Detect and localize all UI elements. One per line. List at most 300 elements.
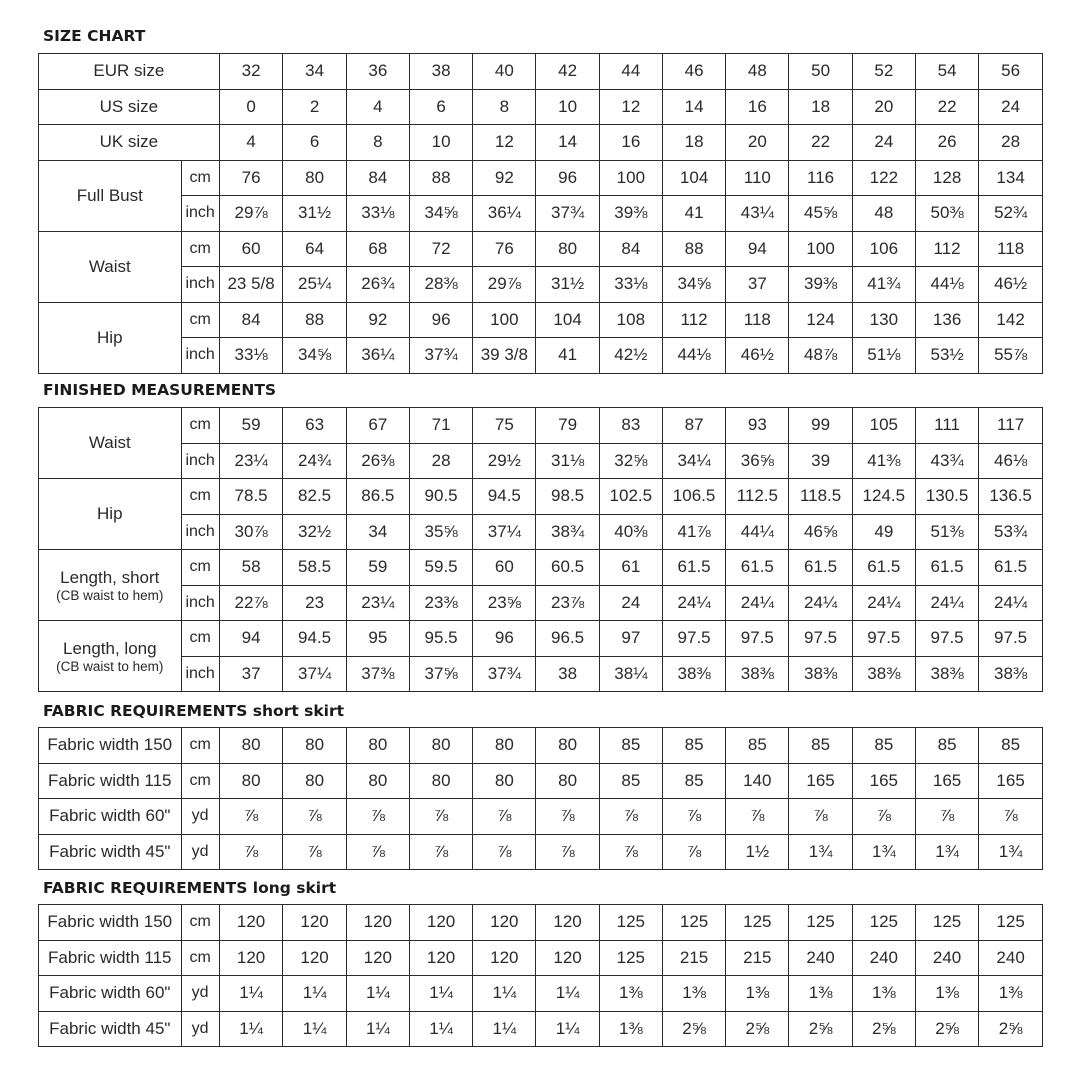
fabric-amount-value: 80 bbox=[283, 728, 346, 764]
measurement-value: 24 bbox=[599, 585, 662, 621]
fabric-amount-value: 120 bbox=[409, 905, 472, 941]
fabric-amount-value: 125 bbox=[915, 905, 978, 941]
fabric-amount-value: 85 bbox=[979, 728, 1043, 764]
measurement-value: 31½ bbox=[283, 196, 346, 232]
fabric-amount-value: 1⅜ bbox=[915, 976, 978, 1012]
measurement-label bbox=[39, 408, 182, 479]
measurement-value: 24¼ bbox=[979, 585, 1043, 621]
fabric-amount-value: 120 bbox=[536, 940, 599, 976]
measurement-value: 41¾ bbox=[852, 267, 915, 303]
table-row bbox=[39, 585, 1043, 621]
fabric-amount-value: 120 bbox=[219, 940, 283, 976]
measurement-value: 122 bbox=[852, 160, 915, 196]
measurement-value: 24¾ bbox=[283, 443, 346, 479]
measurement-value: 97.5 bbox=[789, 621, 852, 657]
measurement-value: 31⅛ bbox=[536, 443, 599, 479]
fabric-amount-value: 80 bbox=[346, 763, 409, 799]
measurement-value: 26⅜ bbox=[346, 443, 409, 479]
fabric-amount-value: 1⅜ bbox=[599, 976, 662, 1012]
measurement-value: 39 3/8 bbox=[473, 338, 536, 374]
us-size-label: US size bbox=[39, 89, 220, 125]
unit-label: yd bbox=[181, 834, 219, 870]
uk-size-value: 12 bbox=[473, 125, 536, 161]
fabric-amount-value: 1¾ bbox=[979, 834, 1043, 870]
measurement-label bbox=[39, 621, 182, 692]
fabric-width-label: Fabric width 150 bbox=[39, 905, 182, 941]
measurement-value: 61.5 bbox=[726, 550, 789, 586]
fabric-width-label: Fabric width 60" bbox=[39, 976, 182, 1012]
measurement-value: 99 bbox=[789, 408, 852, 444]
measurement-value: 61.5 bbox=[662, 550, 725, 586]
measurement-value: 88 bbox=[283, 302, 346, 338]
table-row bbox=[39, 443, 1043, 479]
table-row bbox=[39, 338, 1043, 374]
measurement-value: 118 bbox=[979, 231, 1043, 267]
uk-size-value: 8 bbox=[346, 125, 409, 161]
measurement-value: 23¼ bbox=[346, 585, 409, 621]
fabric-amount-value: ⅞ bbox=[536, 799, 599, 835]
fabric-amount-value: ⅞ bbox=[662, 834, 725, 870]
fabric-amount-value: 85 bbox=[662, 763, 725, 799]
fabric-amount-value: 120 bbox=[283, 940, 346, 976]
unit-label: yd bbox=[181, 1011, 219, 1047]
table-row bbox=[39, 302, 1043, 338]
measurement-value: 32⅝ bbox=[599, 443, 662, 479]
fabric-short-table bbox=[38, 727, 1043, 870]
measurement-value: 53½ bbox=[915, 338, 978, 374]
fabric-amount-value: ⅞ bbox=[283, 799, 346, 835]
fabric-amount-value: 2⅝ bbox=[979, 1011, 1043, 1047]
unit-label: inch bbox=[181, 338, 219, 374]
measurement-value: 124 bbox=[789, 302, 852, 338]
fabric-amount-value: 120 bbox=[536, 905, 599, 941]
eur-size-value: 32 bbox=[219, 54, 283, 90]
us-size-value: 20 bbox=[852, 89, 915, 125]
fabric-amount-value: ⅞ bbox=[219, 834, 283, 870]
measurement-label-main: Waist bbox=[88, 433, 131, 452]
measurement-value: 46⅝ bbox=[789, 514, 852, 550]
measurement-value: 100 bbox=[473, 302, 536, 338]
measurement-value: 24¼ bbox=[662, 585, 725, 621]
uk-size-value: 22 bbox=[789, 125, 852, 161]
measurement-value: 80 bbox=[536, 231, 599, 267]
eur-size-value: 34 bbox=[283, 54, 346, 90]
fabric-amount-value: 1¼ bbox=[346, 1011, 409, 1047]
fabric-amount-value: ⅞ bbox=[789, 799, 852, 835]
measurement-value: 136.5 bbox=[979, 479, 1043, 515]
unit-label: cm bbox=[181, 408, 219, 444]
measurement-value: 39 bbox=[789, 443, 852, 479]
fabric-amount-value: 120 bbox=[473, 940, 536, 976]
measurement-value: 72 bbox=[409, 231, 472, 267]
measurement-value: 117 bbox=[979, 408, 1043, 444]
measurement-value: 36¼ bbox=[473, 196, 536, 232]
measurement-value: 71 bbox=[409, 408, 472, 444]
measurement-value: 83 bbox=[599, 408, 662, 444]
fabric-amount-value: 80 bbox=[409, 763, 472, 799]
fabric-amount-value: ⅞ bbox=[409, 834, 472, 870]
fabric-amount-value: ⅞ bbox=[473, 834, 536, 870]
eur-size-value: 46 bbox=[662, 54, 725, 90]
unit-label: inch bbox=[181, 196, 219, 232]
measurement-value: 23¼ bbox=[219, 443, 283, 479]
fabric-amount-value: 1¼ bbox=[219, 976, 283, 1012]
measurement-value: 136 bbox=[915, 302, 978, 338]
finished-measurements-title: FINISHED MEASUREMENTS bbox=[43, 381, 277, 399]
fabric-amount-value: 125 bbox=[852, 905, 915, 941]
uk-size-value: 20 bbox=[726, 125, 789, 161]
eur-size-value: 48 bbox=[726, 54, 789, 90]
fabric-amount-value: 80 bbox=[536, 728, 599, 764]
fabric-amount-value: ⅞ bbox=[599, 834, 662, 870]
measurement-value: 94 bbox=[219, 621, 283, 657]
unit-label: cm bbox=[181, 550, 219, 586]
us-size-value: 12 bbox=[599, 89, 662, 125]
uk-size-value: 18 bbox=[662, 125, 725, 161]
size-chart-table bbox=[38, 53, 1043, 374]
measurement-value: 24¼ bbox=[852, 585, 915, 621]
us-size-value: 2 bbox=[283, 89, 346, 125]
us-size-value: 6 bbox=[409, 89, 472, 125]
table-row bbox=[39, 89, 1043, 125]
measurement-value: 116 bbox=[789, 160, 852, 196]
fabric-amount-value: 1⅜ bbox=[599, 1011, 662, 1047]
measurement-value: 84 bbox=[599, 231, 662, 267]
fabric-amount-value: 1⅜ bbox=[979, 976, 1043, 1012]
measurement-value: 61.5 bbox=[915, 550, 978, 586]
table-row bbox=[39, 408, 1043, 444]
us-size-value: 4 bbox=[346, 89, 409, 125]
measurement-value: 29⅞ bbox=[473, 267, 536, 303]
measurement-value: 96 bbox=[536, 160, 599, 196]
measurement-value: 23 bbox=[283, 585, 346, 621]
fabric-amount-value: ⅞ bbox=[726, 799, 789, 835]
measurement-value: 46⅛ bbox=[979, 443, 1043, 479]
fabric-amount-value: ⅞ bbox=[346, 799, 409, 835]
measurement-value: 38⅜ bbox=[852, 656, 915, 692]
measurement-value: 84 bbox=[219, 302, 283, 338]
measurement-value: 100 bbox=[789, 231, 852, 267]
table-row bbox=[39, 976, 1043, 1012]
measurement-value: 60 bbox=[473, 550, 536, 586]
measurement-value: 38⅜ bbox=[979, 656, 1043, 692]
measurement-value: 44⅛ bbox=[662, 338, 725, 374]
measurement-label bbox=[39, 479, 182, 550]
uk-size-value: 28 bbox=[979, 125, 1043, 161]
measurement-value: 48 bbox=[852, 196, 915, 232]
measurement-value: 37¾ bbox=[409, 338, 472, 374]
unit-label: yd bbox=[181, 976, 219, 1012]
measurement-value: 36⅝ bbox=[726, 443, 789, 479]
measurement-value: 38⅜ bbox=[726, 656, 789, 692]
unit-label: yd bbox=[181, 799, 219, 835]
table-row bbox=[39, 54, 1043, 90]
measurement-value: 124.5 bbox=[852, 479, 915, 515]
measurement-value: 87 bbox=[662, 408, 725, 444]
measurement-value: 43¾ bbox=[915, 443, 978, 479]
fabric-width-label: Fabric width 45" bbox=[39, 1011, 182, 1047]
measurement-value: 37⅝ bbox=[409, 656, 472, 692]
measurement-value: 108 bbox=[599, 302, 662, 338]
measurement-value: 112 bbox=[915, 231, 978, 267]
us-size-value: 0 bbox=[219, 89, 283, 125]
fabric-amount-value: 1¾ bbox=[852, 834, 915, 870]
table-row bbox=[39, 940, 1043, 976]
measurement-value: 63 bbox=[283, 408, 346, 444]
measurement-value: 60.5 bbox=[536, 550, 599, 586]
measurement-value: 37¼ bbox=[283, 656, 346, 692]
fabric-width-label: Fabric width 45" bbox=[39, 834, 182, 870]
fabric-amount-value: 85 bbox=[726, 728, 789, 764]
measurement-value: 88 bbox=[409, 160, 472, 196]
measurement-value: 32½ bbox=[283, 514, 346, 550]
eur-size-value: 54 bbox=[915, 54, 978, 90]
measurement-value: 25¼ bbox=[283, 267, 346, 303]
fabric-short-title: FABRIC REQUIREMENTS short skirt bbox=[43, 702, 345, 720]
measurement-value: 41⅞ bbox=[662, 514, 725, 550]
fabric-amount-value: 1¼ bbox=[219, 1011, 283, 1047]
measurement-value: 30⅞ bbox=[219, 514, 283, 550]
fabric-amount-value: ⅞ bbox=[536, 834, 599, 870]
measurement-value: 34¼ bbox=[662, 443, 725, 479]
eur-size-label: EUR size bbox=[39, 54, 220, 90]
fabric-amount-value: 1¼ bbox=[409, 1011, 472, 1047]
measurement-value: 55⅞ bbox=[979, 338, 1043, 374]
us-size-value: 22 bbox=[915, 89, 978, 125]
measurement-value: 37 bbox=[219, 656, 283, 692]
measurement-value: 46½ bbox=[726, 338, 789, 374]
measurement-value: 53¾ bbox=[979, 514, 1043, 550]
measurement-value: 48⅞ bbox=[789, 338, 852, 374]
fabric-amount-value: ⅞ bbox=[409, 799, 472, 835]
fabric-amount-value: 125 bbox=[599, 940, 662, 976]
unit-label: cm bbox=[181, 728, 219, 764]
measurement-value: 40⅜ bbox=[599, 514, 662, 550]
fabric-amount-value: 125 bbox=[789, 905, 852, 941]
measurement-value: 97.5 bbox=[915, 621, 978, 657]
measurement-value: 24¼ bbox=[789, 585, 852, 621]
fabric-amount-value: 240 bbox=[979, 940, 1043, 976]
fabric-amount-value: ⅞ bbox=[915, 799, 978, 835]
fabric-amount-value: 2⅝ bbox=[662, 1011, 725, 1047]
uk-size-value: 6 bbox=[283, 125, 346, 161]
measurement-value: 118.5 bbox=[789, 479, 852, 515]
measurement-sublabel: (CB waist to hem) bbox=[56, 587, 164, 603]
measurement-value: 38 bbox=[536, 656, 599, 692]
measurement-value: 82.5 bbox=[283, 479, 346, 515]
measurement-value: 97.5 bbox=[662, 621, 725, 657]
measurement-value: 97.5 bbox=[726, 621, 789, 657]
fabric-amount-value: 120 bbox=[473, 905, 536, 941]
measurement-value: 41⅜ bbox=[852, 443, 915, 479]
measurement-value: 75 bbox=[473, 408, 536, 444]
uk-size-value: 26 bbox=[915, 125, 978, 161]
fabric-amount-value: ⅞ bbox=[473, 799, 536, 835]
fabric-amount-value: 125 bbox=[599, 905, 662, 941]
measurement-value: 92 bbox=[346, 302, 409, 338]
fabric-amount-value: 80 bbox=[409, 728, 472, 764]
measurement-value: 28⅜ bbox=[409, 267, 472, 303]
us-size-value: 8 bbox=[473, 89, 536, 125]
measurement-value: 96 bbox=[473, 621, 536, 657]
measurement-value: 58.5 bbox=[283, 550, 346, 586]
measurement-value: 23⅜ bbox=[409, 585, 472, 621]
fabric-amount-value: 215 bbox=[726, 940, 789, 976]
measurement-value: 78.5 bbox=[219, 479, 283, 515]
fabric-amount-value: 120 bbox=[219, 905, 283, 941]
table-row bbox=[39, 160, 1043, 196]
measurement-value: 104 bbox=[536, 302, 599, 338]
us-size-value: 14 bbox=[662, 89, 725, 125]
us-size-value: 16 bbox=[726, 89, 789, 125]
eur-size-value: 38 bbox=[409, 54, 472, 90]
measurement-value: 61 bbox=[599, 550, 662, 586]
measurement-value: 51⅛ bbox=[852, 338, 915, 374]
fabric-amount-value: 120 bbox=[409, 940, 472, 976]
measurement-value: 49 bbox=[852, 514, 915, 550]
measurement-value: 34⅝ bbox=[662, 267, 725, 303]
measurement-value: 106.5 bbox=[662, 479, 725, 515]
measurement-value: 84 bbox=[346, 160, 409, 196]
measurement-value: 33⅛ bbox=[346, 196, 409, 232]
measurement-value: 33⅛ bbox=[219, 338, 283, 374]
us-size-value: 18 bbox=[789, 89, 852, 125]
fabric-amount-value: 1¼ bbox=[283, 1011, 346, 1047]
fabric-amount-value: 1¾ bbox=[789, 834, 852, 870]
unit-label: cm bbox=[181, 940, 219, 976]
unit-label: inch bbox=[181, 443, 219, 479]
fabric-amount-value: 1¼ bbox=[473, 976, 536, 1012]
fabric-amount-value: ⅞ bbox=[219, 799, 283, 835]
unit-label: inch bbox=[181, 267, 219, 303]
fabric-amount-value: 165 bbox=[915, 763, 978, 799]
measurement-value: 42½ bbox=[599, 338, 662, 374]
fabric-amount-value: 240 bbox=[852, 940, 915, 976]
size-chart-title: SIZE CHART bbox=[43, 27, 146, 45]
uk-size-label: UK size bbox=[39, 125, 220, 161]
fabric-amount-value: 125 bbox=[979, 905, 1043, 941]
eur-size-value: 40 bbox=[473, 54, 536, 90]
table-row bbox=[39, 621, 1043, 657]
measurement-value: 68 bbox=[346, 231, 409, 267]
fabric-amount-value: 2⅝ bbox=[852, 1011, 915, 1047]
table-row bbox=[39, 1011, 1043, 1047]
table-row bbox=[39, 550, 1043, 586]
measurement-value: 93 bbox=[726, 408, 789, 444]
measurement-value: 97.5 bbox=[979, 621, 1043, 657]
unit-label: cm bbox=[181, 231, 219, 267]
measurement-value: 88 bbox=[662, 231, 725, 267]
fabric-amount-value: 85 bbox=[662, 728, 725, 764]
fabric-amount-value: 120 bbox=[283, 905, 346, 941]
fabric-amount-value: 240 bbox=[789, 940, 852, 976]
fabric-amount-value: 125 bbox=[726, 905, 789, 941]
fabric-amount-value: 80 bbox=[283, 763, 346, 799]
fabric-long-title: FABRIC REQUIREMENTS long skirt bbox=[43, 879, 337, 897]
measurement-value: 80 bbox=[283, 160, 346, 196]
measurement-value: 142 bbox=[979, 302, 1043, 338]
measurement-label: Hip bbox=[39, 302, 182, 373]
measurement-value: 100 bbox=[599, 160, 662, 196]
measurement-label-main: Length, short bbox=[60, 567, 160, 587]
measurement-value: 95.5 bbox=[409, 621, 472, 657]
table-row bbox=[39, 231, 1043, 267]
fabric-amount-value: 80 bbox=[219, 728, 283, 764]
uk-size-value: 14 bbox=[536, 125, 599, 161]
measurement-value: 61.5 bbox=[789, 550, 852, 586]
measurement-value: 29⅞ bbox=[219, 196, 283, 232]
eur-size-value: 44 bbox=[599, 54, 662, 90]
measurement-value: 105 bbox=[852, 408, 915, 444]
unit-label: inch bbox=[181, 656, 219, 692]
fabric-amount-value: 1¼ bbox=[473, 1011, 536, 1047]
measurement-value: 50⅜ bbox=[915, 196, 978, 232]
measurement-value: 97 bbox=[599, 621, 662, 657]
measurement-value: 106 bbox=[852, 231, 915, 267]
eur-size-value: 56 bbox=[979, 54, 1043, 90]
measurement-value: 39⅜ bbox=[599, 196, 662, 232]
measurement-value: 44¼ bbox=[726, 514, 789, 550]
fabric-width-label: Fabric width 115 bbox=[39, 763, 182, 799]
eur-size-value: 36 bbox=[346, 54, 409, 90]
measurement-value: 130.5 bbox=[915, 479, 978, 515]
fabric-amount-value: 85 bbox=[599, 763, 662, 799]
fabric-amount-value: ⅞ bbox=[979, 799, 1043, 835]
measurement-value: 34⅝ bbox=[283, 338, 346, 374]
measurement-value: 59 bbox=[346, 550, 409, 586]
fabric-amount-value: 1⅜ bbox=[789, 976, 852, 1012]
uk-size-value: 16 bbox=[599, 125, 662, 161]
measurement-value: 23⅞ bbox=[536, 585, 599, 621]
measurement-value: 61.5 bbox=[852, 550, 915, 586]
table-row bbox=[39, 763, 1043, 799]
table-row bbox=[39, 479, 1043, 515]
measurement-value: 51⅜ bbox=[915, 514, 978, 550]
measurement-value: 110 bbox=[726, 160, 789, 196]
unit-label: cm bbox=[181, 479, 219, 515]
fabric-width-label: Fabric width 60" bbox=[39, 799, 182, 835]
fabric-width-label: Fabric width 150 bbox=[39, 728, 182, 764]
measurement-value: 67 bbox=[346, 408, 409, 444]
fabric-amount-value: ⅞ bbox=[599, 799, 662, 835]
measurement-value: 38⅜ bbox=[662, 656, 725, 692]
measurement-value: 59.5 bbox=[409, 550, 472, 586]
us-size-value: 24 bbox=[979, 89, 1043, 125]
measurement-value: 26¾ bbox=[346, 267, 409, 303]
measurement-label bbox=[39, 550, 182, 621]
measurement-value: 29½ bbox=[473, 443, 536, 479]
measurement-value: 39⅜ bbox=[789, 267, 852, 303]
fabric-amount-value: 1½ bbox=[726, 834, 789, 870]
measurement-value: 44⅛ bbox=[915, 267, 978, 303]
table-row bbox=[39, 125, 1043, 161]
fabric-amount-value: 2⅝ bbox=[789, 1011, 852, 1047]
measurement-value: 41 bbox=[536, 338, 599, 374]
measurement-value: 38⅜ bbox=[915, 656, 978, 692]
measurement-value: 98.5 bbox=[536, 479, 599, 515]
measurement-value: 76 bbox=[473, 231, 536, 267]
unit-label: inch bbox=[181, 585, 219, 621]
fabric-amount-value: ⅞ bbox=[852, 799, 915, 835]
fabric-amount-value: 1⅜ bbox=[852, 976, 915, 1012]
measurement-value: 104 bbox=[662, 160, 725, 196]
fabric-amount-value: 85 bbox=[852, 728, 915, 764]
measurement-value: 43¼ bbox=[726, 196, 789, 232]
measurement-value: 96 bbox=[409, 302, 472, 338]
fabric-amount-value: ⅞ bbox=[346, 834, 409, 870]
fabric-amount-value: 125 bbox=[662, 905, 725, 941]
measurement-label-main: Length, long bbox=[62, 638, 157, 658]
